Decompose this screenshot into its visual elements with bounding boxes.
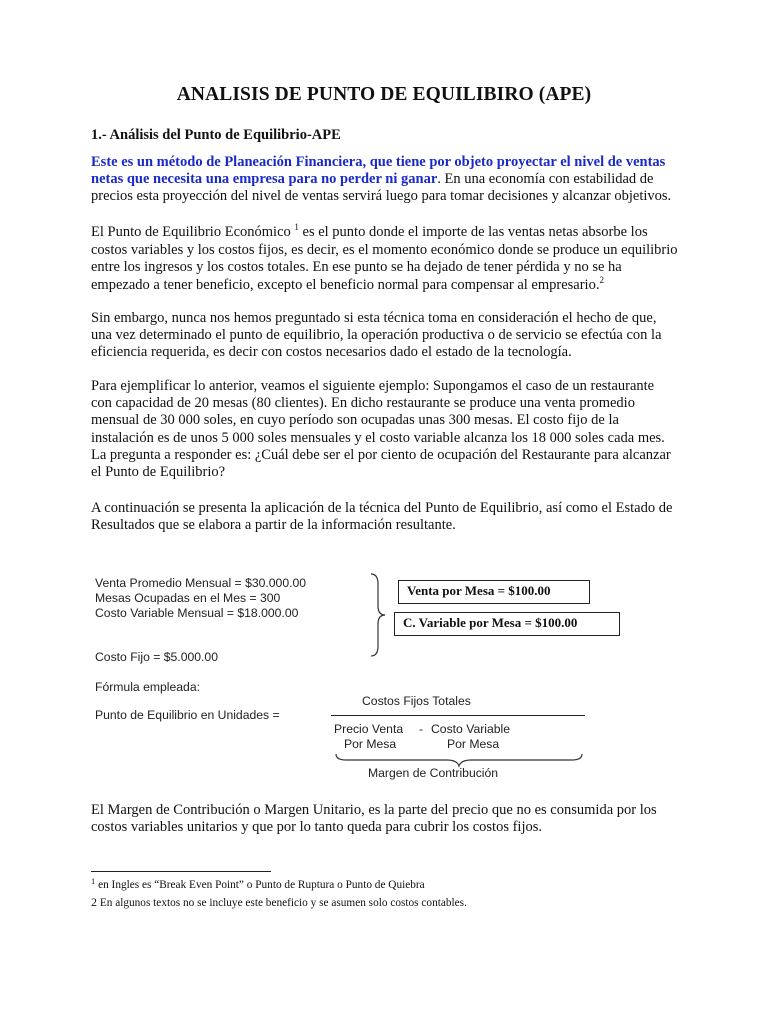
footnote-separator	[91, 871, 271, 872]
paragraph-question	[91, 310, 701, 362]
margin-line2: costos variables unitarios y que por lo tanto queda para cubrir los costos fijos.	[91, 819, 543, 836]
costo-variable-text: Costo Variable Mensual = $18.000.00	[95, 606, 299, 620]
definition-text-b: es el punto donde el importe de las ventas netas absorbe los	[298, 224, 648, 240]
footnote-2	[91, 895, 467, 910]
paragraph-intro	[91, 154, 701, 206]
intro-text-line3: precios esta proyección del nivel de ventas servirá luego para tomar decisiones y alcanzar objetivos.	[91, 188, 672, 205]
por-mesa-1: Por Mesa	[344, 737, 397, 751]
venta-promedio-text: Venta Promedio Mensual = $30.000.00	[95, 576, 307, 590]
footnote-2-text: En algunos textos no se incluye este beneficio y se asumen solo costos contables.	[97, 897, 467, 909]
minus-sign: -	[419, 722, 424, 736]
intro-highlight-line2: netas que necesita una empresa para no perder ni ganar	[91, 171, 438, 188]
page-title: ANALISIS DE PUNTO DE EQUILIBIRO (APE)	[176, 84, 592, 105]
question-line3: eficiencia requerida, es decir con costos necesarios dado el estado de la tecnología.	[91, 344, 572, 361]
fraction-bar	[331, 715, 585, 716]
example-line4: instalación es de unos 5 000 soles mensuales y el costo variable alcanza los 18 000 soles cada mes.	[91, 429, 665, 446]
punto-equilibrio-label: Punto de Equilibrio en Unidades =	[95, 708, 280, 722]
question-line1: Sin embargo, nunca nos hemos preguntado si esta técnica toma en consideración el hecho de que,	[91, 310, 657, 326]
definition-line3: entre los ingresos y los costos totales. En ese punto se ha dejado de tener pérdida y no se ha	[91, 259, 622, 276]
example-line3: mensual de 30 000 soles, en cuyo período son ocupadas unas 300 mesas. El costo fijo de la	[91, 412, 619, 429]
definition-line2: costos variables y los costos fijos, es decir, es el momento económico donde se produce un equilibrio	[91, 242, 678, 259]
mesas-ocupadas-text: Mesas Ocupadas en el Mes = 300	[95, 591, 281, 605]
question-line2: una vez determinado el punto de equilibrio, la operación productiva o de servicio se efectúa con la	[91, 327, 662, 344]
margin-line1: El Margen de Contribución o Margen Unitario, es la parte del precio que no es consumida por los	[91, 802, 657, 818]
venta-por-mesa-box: Venta por Mesa = $100.00	[398, 580, 590, 604]
application-line2: Resultados que se elabora a partir de la información resultante.	[91, 517, 456, 534]
c-variable-por-mesa-box: C. Variable por Mesa = $100.00	[394, 612, 620, 636]
fraction-numerator: Costos Fijos Totales	[362, 694, 471, 708]
footnote-ref-2: 2	[599, 274, 604, 285]
example-line6: el Punto de Equilibrio?	[91, 464, 226, 481]
definition-line4: empezado a tener beneficio, excepto el beneficio normal para compensar al empresario.	[91, 276, 600, 293]
definition-text-a: El Punto de Equilibrio Económico	[91, 224, 295, 240]
intro-text-line2: . En una economía con estabilidad de	[437, 171, 654, 188]
footnote-ref-1: 1	[294, 222, 299, 232]
paragraph-application	[91, 500, 701, 534]
example-line1: Para ejemplificar lo anterior, veamos el siguiente ejemplo: Supongamos el caso de un restaurante	[91, 378, 655, 394]
costo-variable-denominator: Costo Variable	[431, 722, 511, 736]
paragraph-example	[91, 378, 701, 481]
margen-contribucion-label: Margen de Contribución	[368, 766, 499, 780]
paragraph-definition	[91, 224, 701, 295]
paragraph-margin	[91, 802, 701, 836]
application-line1: A continuación se presenta la aplicación de la técnica del Punto de Equilibrio, así como el Estado de	[91, 500, 673, 516]
intro-highlight-line1: Este es un método de Planeación Financiera, que tiene por objeto proyectar el nivel de ventas	[91, 154, 666, 170]
footnote-1-number: 1	[91, 876, 96, 886]
footnote-1	[91, 876, 425, 891]
example-line5: La pregunta a responder es: ¿Cuál debe ser el por ciento de ocupación del Restaurante para alcanzar	[91, 446, 671, 463]
precio-venta-text: Precio Venta	[334, 722, 404, 736]
section-heading: 1.- Análisis del Punto de Equilibrio-APE	[91, 127, 341, 143]
por-mesa-2: Por Mesa	[447, 737, 500, 751]
right-brace-icon	[368, 572, 390, 658]
costo-fijo-text: Costo Fijo = $5.000.00	[95, 650, 218, 664]
example-line2: con capacidad de 20 mesas (80 clientes). En dicho restaurante se produce una venta promedio	[91, 395, 635, 412]
footnote-1-text: en Ingles es “Break Even Point” o Punto de Ruptura o Punto de Quiebra	[95, 879, 425, 891]
formula-label: Fórmula empleada:	[95, 680, 200, 694]
footnote-2-number: 2	[91, 895, 97, 909]
